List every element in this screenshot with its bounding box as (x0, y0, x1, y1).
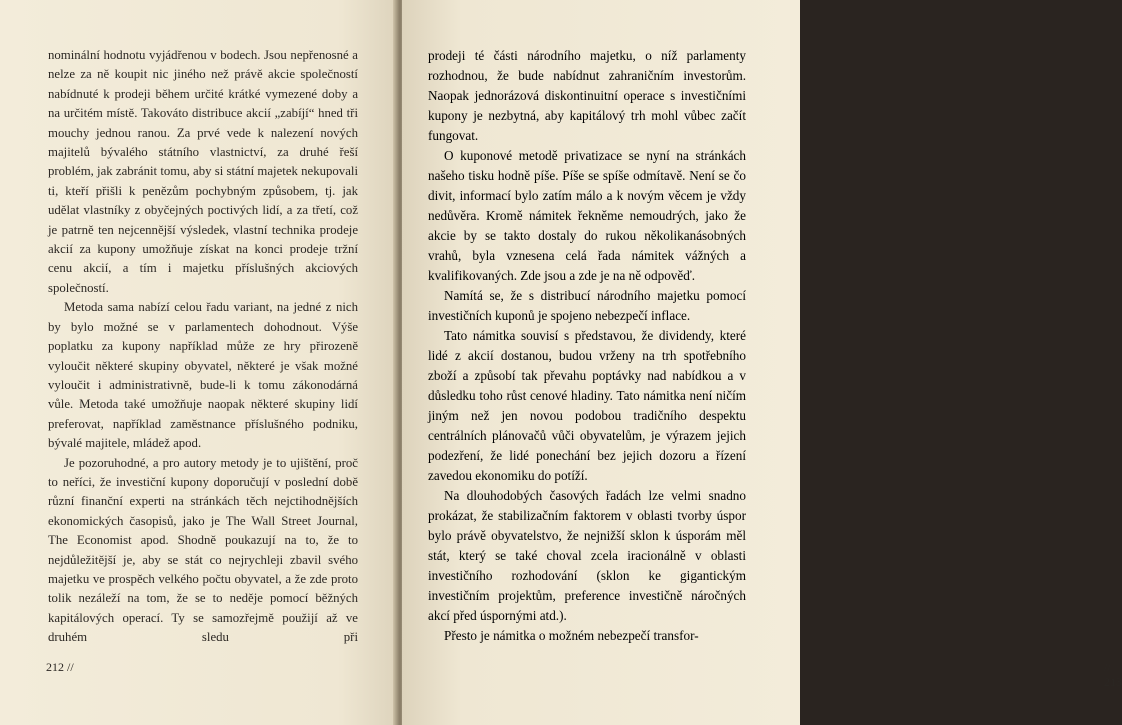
page-number: // 213 (1104, 660, 1122, 689)
paragraph: Přesto je námitka o možném nebezpečí transfor- (444, 628, 699, 643)
right-page-text (428, 46, 746, 646)
paragraph: Namítá se, že s distribucí národního majetku pomocí investičních kuponů je spojeno nebezpečí inflace. (428, 288, 746, 323)
left-page-text (48, 46, 358, 648)
paragraph: prodeji té části národního majetku, o níž parlamenty rozhodnou, že bude nabídnut zahraničním investorům. Naopak jednorázová diskontinuitní operace s investičními kupony je nezbytná, aby kapitálový trh mohl vůbec začít fungovat. (428, 48, 746, 143)
paragraph: nominální hodnotu vyjádřenou v bodech. Jsou nepřenosné a nelze za ně koupit nic jiného než právě akcie společností nabídnuté k prodeji během určité krátké vymezené doby a na určitém místě. Takováto distribuce akcií „zabíjí“ hned tři mouchy jednou ranou. Za prvé vede k nalezení nových majitelů bývalého státního vlastnictví, za druhé řeší problém, jak zabránit tomu, aby si státní majetek nekupovali ti, kteří přišli k penězům pochybným způsobem, tj. jak udělat vlastníky z obyčejných poctivých lidí, a za třetí, což je patrně ten nejcennější výsledek, vlastní technika prodeje akcií za kupony umožňuje získat na konci prodeje tržní cenu akcií, a tím i majetku příslušných akciových společností. (48, 48, 358, 295)
paragraph: Tato námitka souvisí s představou, že dividendy, které lidé z akcií dostanou, budou vrženy na trh spotřebního zboží a způsobí tak převahu poptávky nad nabídkou a v důsledku toho růst cenové hladiny. Tato námitka není ničím jiným než jen novou podobou tradičního despektu centrálních plánovačů vůči obyvatelům, je výrazem jejich podezření, že lidé ponechání bez jejich dozoru a řízení zavedou ekonomiku do potíží. (428, 328, 746, 483)
paragraph: Je pozoruhodné, a pro autory metody je to ujištění, proč to neříci, že investiční kupony doporučují v poslední době různí finanční experti na stránkách těch nejctihodnějších ekonomických časopisů, jako je The Wall Street Journal, The Economist apod. Shodně poukazují na to, že to nejdůležitější je, aby se stát co nejrychleji zbavil svého majetku ve prospěch velkého počtu obyvatel, a že zde proto tolik nezáleží na tom, že se to neděje pomocí běžných kapitálových operací. Ty se samozřejmě použijí až ve druhém sledu při (48, 455, 358, 645)
page-number: 212 // (46, 660, 74, 674)
paragraph: O kuponové metodě privatizace se nyní na stránkách našeho tisku hodně píše. Píše se spíše odmítavě. Není se čo divit, informací bylo zatím málo a k novým věcem je vždy nedůvěra. Kromě námitek řekněme nemoudrých, jako že akcie by se takto dostaly do rukou několikanásobných vrahů, byla vznesena celá řada námitek vážných a kvalifikovaných. Zde jsou a zde je na ně odpověď. (428, 148, 746, 283)
paragraph: Na dlouhodobých časových řadách lze velmi snadno prokázat, že stabilizačním faktorem v oblasti tvorby úspor bylo právě obyvatelstvo, že nejnižší sklon k úsporám měl stát, který se také choval zcela iracionálně v oblasti investičního rozhodování (sklon ke gigantickým investičním projektům, preference investičně náročných akcí před úspornými atd.). (428, 488, 746, 623)
left-page (0, 0, 398, 725)
paragraph: Metoda sama nabízí celou řadu variant, na jedné z nich by bylo možné se v parlamentech dohodnout. Výše poplatku za kupony například může ze hry přirozeně vyloučit některé skupiny obyvatel, některé je však možné vyloučit i administrativně, bude-li k tomu zákonodárná vůle. Metoda také umožňuje naopak některé skupiny lidí preferovat, například zaměstnance příslušného podniku, bývalé majitele, mládež apod. (48, 300, 358, 451)
